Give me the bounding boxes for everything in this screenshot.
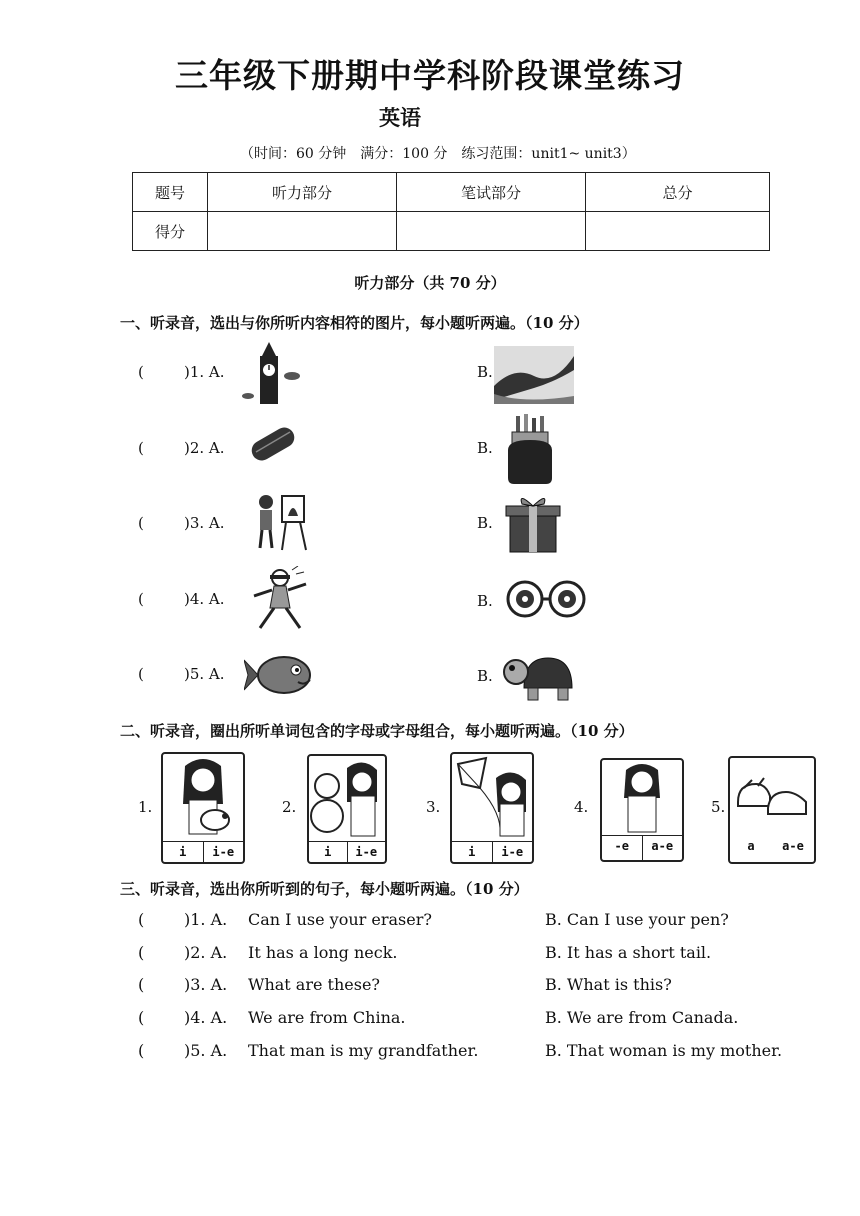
phonics-card <box>728 756 816 864</box>
table-cell: 听力部分 <box>208 173 397 212</box>
letter-options <box>309 841 385 862</box>
table-cell: 笔试部分 <box>397 173 586 212</box>
question-number: )1. A. <box>184 910 228 929</box>
subject-title: 英语 <box>379 106 421 130</box>
option-b-label: B. <box>477 363 493 381</box>
page-title: 三年级下册期中学科阶段课堂练习 <box>175 56 685 95</box>
table-cell: 题号 <box>133 173 208 212</box>
option-b-text: B. What is this? <box>545 975 672 994</box>
option-a-text: It has a long neck. <box>248 943 398 962</box>
phonics-card <box>307 754 387 864</box>
answer-paren[interactable]: ( <box>138 975 145 994</box>
question-number: 5. <box>711 798 726 816</box>
option-a-text: We are from China. <box>248 1008 406 1027</box>
fish-icon <box>244 650 318 700</box>
option-b-text: B. We are from Canada. <box>545 1008 739 1027</box>
option-b-text: B. Can I use your pen? <box>545 910 729 929</box>
letter-option-1[interactable]: i <box>179 845 187 859</box>
table-cell: 总分 <box>586 173 770 212</box>
girl-with-pig-icon <box>163 754 243 842</box>
girl-standing-icon <box>602 760 682 834</box>
letter-options <box>730 836 814 862</box>
section3-title: 三、听录音，选出你所听到的句子，每小题听两遍。（10 分） <box>120 880 529 898</box>
question-number: )2. A. <box>184 439 225 457</box>
girl-painting-icon <box>250 492 308 552</box>
letter-option-1[interactable]: i <box>468 845 476 859</box>
letter-option-1[interactable]: -e <box>614 839 629 853</box>
answer-paren[interactable]: ( <box>138 363 144 381</box>
answer-paren[interactable]: ( <box>138 910 145 929</box>
answer-paren[interactable]: ( <box>138 590 144 608</box>
score-total-cell[interactable] <box>586 212 770 251</box>
exam-info: （时间：60 分钟 满分：100 分 练习范围：unit1~ unit3） <box>240 146 636 162</box>
answer-paren[interactable]: ( <box>138 1008 145 1027</box>
option-b-label: B. <box>477 514 493 532</box>
option-b-label: B. <box>477 667 493 685</box>
phonics-card <box>450 752 534 864</box>
boy-blindfolded-icon <box>246 566 312 632</box>
question-number: )5. A. <box>184 665 225 683</box>
girl-with-kite-icon <box>452 754 532 842</box>
letter-option-1[interactable]: a <box>747 839 755 853</box>
listening-section-heading: 听力部分（共 70 分） <box>354 274 506 292</box>
section1-title: 一、听录音，选出与你所听内容相符的图片，每小题听两遍。（10 分） <box>120 314 589 332</box>
letter-option-1[interactable]: i <box>324 845 332 859</box>
phonics-card <box>161 752 245 864</box>
question-number: )2. A. <box>184 943 228 962</box>
option-b-label: B. <box>477 439 493 457</box>
section2-title: 二、听录音，圈出所听单词包含的字母或字母组合，每小题听两遍。（10 分） <box>120 722 634 740</box>
gift-box-icon <box>504 492 562 554</box>
letter-options <box>452 841 532 862</box>
big-ben-icon <box>240 340 302 406</box>
letter-option-2[interactable]: a-e <box>782 839 804 853</box>
letter-options <box>163 841 243 862</box>
phonics-card <box>600 758 684 862</box>
letter-option-2[interactable]: i-e <box>492 842 533 862</box>
question-number: 4. <box>574 798 589 816</box>
score-table <box>132 172 770 251</box>
question-number: 1. <box>138 798 153 816</box>
answer-paren[interactable]: ( <box>138 439 144 457</box>
answer-paren[interactable]: ( <box>138 514 144 532</box>
letter-option-2[interactable]: i-e <box>203 842 244 862</box>
question-number: 2. <box>282 798 297 816</box>
table-row <box>133 173 770 212</box>
table-cell: 得分 <box>133 212 208 251</box>
shoes-icon <box>730 758 814 834</box>
letter-option-2[interactable]: i-e <box>347 842 386 862</box>
question-number: )4. A. <box>184 1008 228 1027</box>
big-eyes-icon <box>504 580 590 618</box>
letter-options <box>602 835 682 860</box>
question-number: )1. A. <box>184 363 225 381</box>
great-wall-icon <box>494 346 574 404</box>
table-row <box>133 212 770 251</box>
question-number: )3. A. <box>184 975 228 994</box>
answer-paren[interactable]: ( <box>138 943 145 962</box>
letter-option-2[interactable]: a-e <box>642 836 683 860</box>
option-a-text: What are these? <box>248 975 381 994</box>
option-b-label: B. <box>477 592 493 610</box>
schoolbag-icon <box>502 414 558 484</box>
answer-paren[interactable]: ( <box>138 1041 145 1060</box>
score-listening-cell[interactable] <box>208 212 397 251</box>
score-written-cell[interactable] <box>397 212 586 251</box>
question-number: )5. A. <box>184 1041 228 1060</box>
question-number: )3. A. <box>184 514 225 532</box>
option-a-text: That man is my grandfather. <box>248 1041 479 1060</box>
option-a-text: Can I use your eraser? <box>248 910 432 929</box>
option-b-text: B. That woman is my mother. <box>545 1041 783 1060</box>
girl-with-snowman-icon <box>309 756 385 842</box>
answer-paren[interactable]: ( <box>138 665 144 683</box>
question-number: )4. A. <box>184 590 225 608</box>
turtle-icon <box>500 644 578 704</box>
question-number: 3. <box>426 798 441 816</box>
option-b-text: B. It has a short tail. <box>545 943 712 962</box>
pencil-case-icon <box>246 418 300 468</box>
